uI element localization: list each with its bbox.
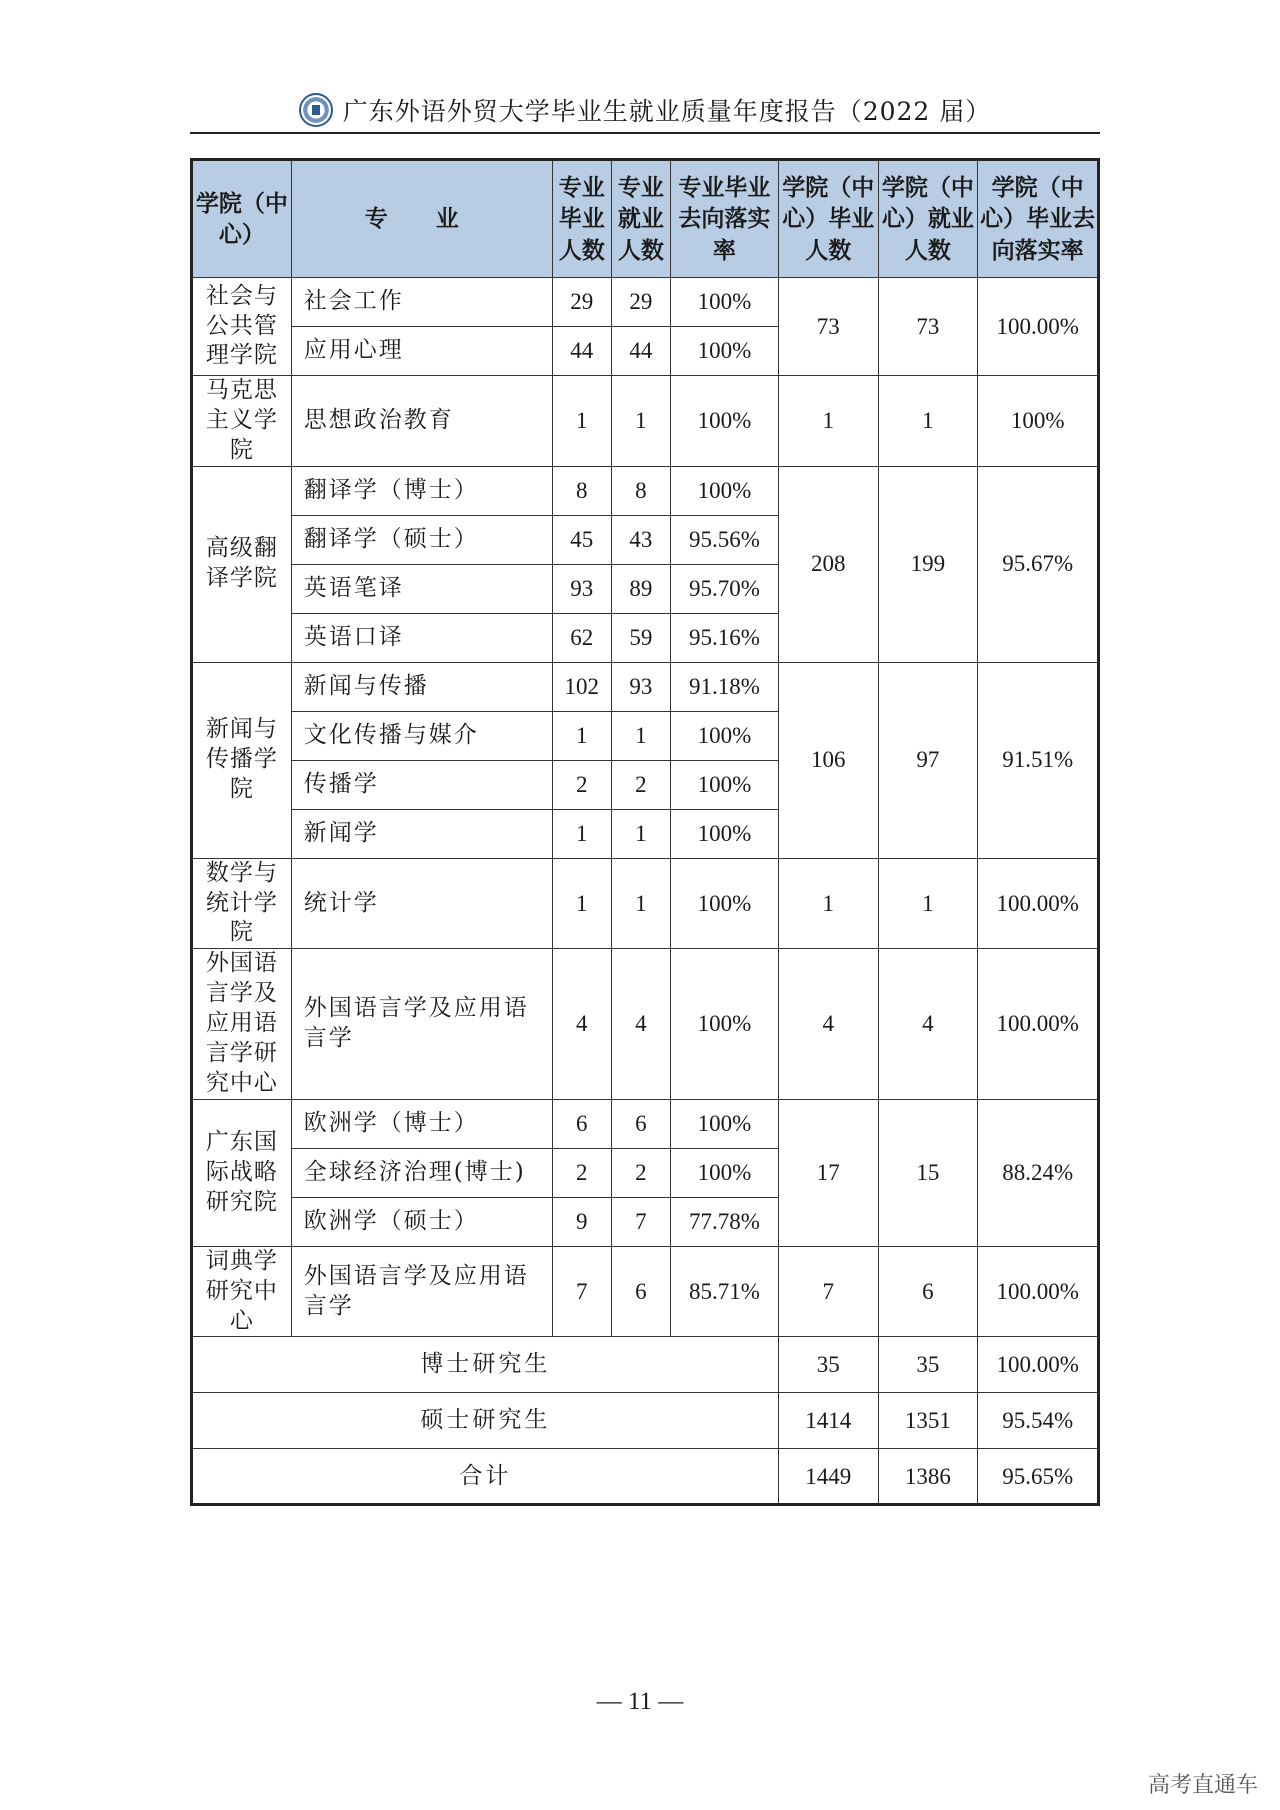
college-name-cell: 新闻与传播学院: [192, 662, 292, 858]
header-major: 专 业: [291, 160, 552, 278]
major-rate-cell: 100%: [670, 760, 778, 809]
major-grads-cell: 44: [552, 327, 611, 376]
college-grads-cell: 106: [778, 662, 878, 858]
college-rate-cell: 100.00%: [978, 278, 1099, 376]
major-rate-cell: 100%: [670, 949, 778, 1099]
major-rate-cell: 100%: [670, 327, 778, 376]
college-employed-cell: 4: [878, 949, 978, 1099]
college-grads-cell: 17: [778, 1099, 878, 1246]
major-name-cell: 传播学: [291, 760, 552, 809]
major-rate-cell: 95.56%: [670, 515, 778, 564]
major-rate-cell: 100%: [670, 858, 778, 949]
table-row: [192, 466, 1099, 515]
summary-row: [192, 1393, 1099, 1449]
major-rate-cell: 100%: [670, 711, 778, 760]
watermark: 高考直通车: [1147, 1773, 1258, 1798]
major-employed-cell: 29: [611, 278, 670, 327]
college-grads-cell: 1: [778, 376, 878, 467]
college-rate-cell: 91.51%: [978, 662, 1099, 858]
summary-rate-cell: 95.65%: [978, 1449, 1099, 1505]
summary-label-cell: 硕士研究生: [192, 1393, 779, 1449]
major-name-cell: 思想政治教育: [291, 376, 552, 467]
header-college-employed: 学院（中心）就业人数: [878, 160, 978, 278]
major-grads-cell: 6: [552, 1099, 611, 1148]
major-name-cell: 应用心理: [291, 327, 552, 376]
major-employed-cell: 8: [611, 466, 670, 515]
major-employed-cell: 4: [611, 949, 670, 1099]
major-name-cell: 翻译学（博士）: [291, 466, 552, 515]
major-rate-cell: 85.71%: [670, 1246, 778, 1337]
major-employed-cell: 1: [611, 711, 670, 760]
page-number: — 11 —: [596, 1688, 684, 1715]
college-employed-cell: 97: [878, 662, 978, 858]
header-major-grads: 专业毕业人数: [552, 160, 611, 278]
college-grads-cell: 1: [778, 858, 878, 949]
major-name-cell: 新闻学: [291, 809, 552, 858]
table-row: [192, 858, 1099, 949]
header-major-rate: 专业毕业去向落实率: [670, 160, 778, 278]
summary-grads-cell: 1449: [778, 1449, 878, 1505]
major-grads-cell: 2: [552, 1148, 611, 1197]
major-rate-cell: 100%: [670, 809, 778, 858]
table-row: [192, 278, 1099, 327]
summary-grads-cell: 35: [778, 1337, 878, 1393]
major-employed-cell: 89: [611, 564, 670, 613]
summary-row: [192, 1337, 1099, 1393]
table-row: [192, 949, 1099, 1099]
table-row: [192, 662, 1099, 711]
page-header: [190, 88, 1100, 134]
employment-table: [190, 158, 1100, 1506]
college-rate-cell: 88.24%: [978, 1099, 1099, 1246]
major-employed-cell: 7: [611, 1197, 670, 1246]
college-name-cell: 社会与公共管理学院: [192, 278, 292, 376]
college-rate-cell: 100.00%: [978, 858, 1099, 949]
college-grads-cell: 208: [778, 466, 878, 662]
college-employed-cell: 199: [878, 466, 978, 662]
table-row: [192, 1099, 1099, 1148]
major-employed-cell: 2: [611, 1148, 670, 1197]
major-grads-cell: 45: [552, 515, 611, 564]
summary-grads-cell: 1414: [778, 1393, 878, 1449]
major-employed-cell: 1: [611, 376, 670, 467]
summary-row: [192, 1449, 1099, 1505]
major-rate-cell: 95.16%: [670, 613, 778, 662]
header-college-rate: 学院（中心）毕业去向落实率: [978, 160, 1099, 278]
major-name-cell: 统计学: [291, 858, 552, 949]
major-employed-cell: 43: [611, 515, 670, 564]
summary-rate-cell: 95.54%: [978, 1393, 1099, 1449]
college-grads-cell: 7: [778, 1246, 878, 1337]
major-grads-cell: 29: [552, 278, 611, 327]
major-name-cell: 外国语言学及应用语言学: [291, 949, 552, 1099]
header-major-employed: 专业就业人数: [611, 160, 670, 278]
header-college: 学院（中心）: [192, 160, 292, 278]
college-employed-cell: 73: [878, 278, 978, 376]
summary-employed-cell: 35: [878, 1337, 978, 1393]
major-name-cell: 社会工作: [291, 278, 552, 327]
major-employed-cell: 1: [611, 809, 670, 858]
major-grads-cell: 62: [552, 613, 611, 662]
major-grads-cell: 1: [552, 711, 611, 760]
table-row: [192, 376, 1099, 467]
college-name-cell: 马克思主义学院: [192, 376, 292, 467]
college-grads-cell: 4: [778, 949, 878, 1099]
college-employed-cell: 6: [878, 1246, 978, 1337]
major-name-cell: 文化传播与媒介: [291, 711, 552, 760]
major-rate-cell: 77.78%: [670, 1197, 778, 1246]
report-title: 广东外语外贸大学毕业生就业质量年度报告（2022 届）: [342, 97, 992, 126]
college-name-cell: 高级翻译学院: [192, 466, 292, 662]
major-grads-cell: 2: [552, 760, 611, 809]
college-employed-cell: 1: [878, 858, 978, 949]
college-name-cell: 词典学研究中心: [192, 1246, 292, 1337]
major-rate-cell: 100%: [670, 1099, 778, 1148]
college-name-cell: 广东国际战略研究院: [192, 1099, 292, 1246]
major-name-cell: 欧洲学（博士）: [291, 1099, 552, 1148]
major-name-cell: 新闻与传播: [291, 662, 552, 711]
major-grads-cell: 1: [552, 809, 611, 858]
major-grads-cell: 4: [552, 949, 611, 1099]
college-name-cell: 外国语言学及应用语言学研究中心: [192, 949, 292, 1099]
major-name-cell: 欧洲学（硕士）: [291, 1197, 552, 1246]
major-grads-cell: 102: [552, 662, 611, 711]
major-grads-cell: 9: [552, 1197, 611, 1246]
college-rate-cell: 100.00%: [978, 949, 1099, 1099]
summary-employed-cell: 1386: [878, 1449, 978, 1505]
university-logo-icon: [299, 93, 333, 127]
major-grads-cell: 7: [552, 1246, 611, 1337]
major-rate-cell: 95.70%: [670, 564, 778, 613]
major-name-cell: 英语口译: [291, 613, 552, 662]
major-employed-cell: 6: [611, 1246, 670, 1337]
major-employed-cell: 93: [611, 662, 670, 711]
college-name-cell: 数学与统计学院: [192, 858, 292, 949]
table-body: [192, 278, 1099, 1505]
major-rate-cell: 100%: [670, 466, 778, 515]
major-employed-cell: 6: [611, 1099, 670, 1148]
major-rate-cell: 100%: [670, 278, 778, 327]
major-grads-cell: 8: [552, 466, 611, 515]
summary-employed-cell: 1351: [878, 1393, 978, 1449]
college-rate-cell: 100.00%: [978, 1246, 1099, 1337]
table-row: [192, 1246, 1099, 1337]
table-header-row: [192, 160, 1099, 278]
major-name-cell: 外国语言学及应用语言学: [291, 1246, 552, 1337]
major-grads-cell: 1: [552, 376, 611, 467]
major-employed-cell: 2: [611, 760, 670, 809]
major-name-cell: 英语笔译: [291, 564, 552, 613]
major-grads-cell: 1: [552, 858, 611, 949]
college-employed-cell: 15: [878, 1099, 978, 1246]
summary-rate-cell: 100.00%: [978, 1337, 1099, 1393]
header-college-grads: 学院（中心）毕业人数: [778, 160, 878, 278]
college-rate-cell: 100%: [978, 376, 1099, 467]
major-rate-cell: 100%: [670, 376, 778, 467]
major-name-cell: 翻译学（硕士）: [291, 515, 552, 564]
college-grads-cell: 73: [778, 278, 878, 376]
college-employed-cell: 1: [878, 376, 978, 467]
summary-label-cell: 博士研究生: [192, 1337, 779, 1393]
summary-label-cell: 合计: [192, 1449, 779, 1505]
major-employed-cell: 44: [611, 327, 670, 376]
major-employed-cell: 1: [611, 858, 670, 949]
major-rate-cell: 91.18%: [670, 662, 778, 711]
major-name-cell: 全球经济治理(博士): [291, 1148, 552, 1197]
college-rate-cell: 95.67%: [978, 466, 1099, 662]
major-grads-cell: 93: [552, 564, 611, 613]
major-employed-cell: 59: [611, 613, 670, 662]
major-rate-cell: 100%: [670, 1148, 778, 1197]
